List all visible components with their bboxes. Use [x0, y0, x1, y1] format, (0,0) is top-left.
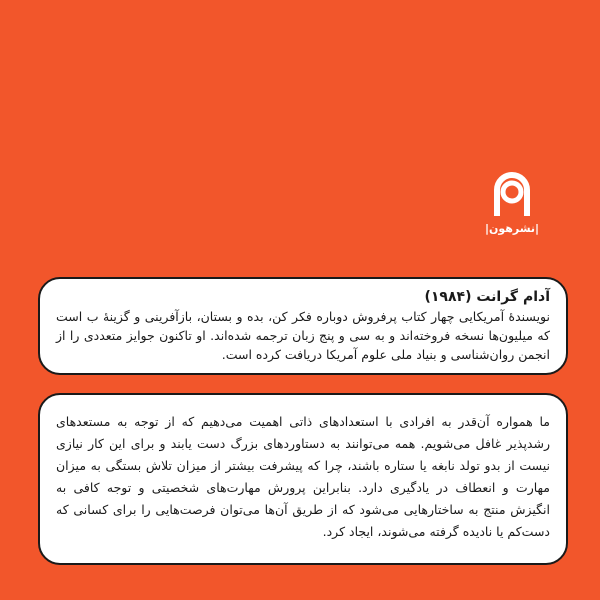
author-bio-card — [38, 277, 568, 375]
quote-card — [38, 393, 568, 565]
quote-text: ما همواره آن‌قدر به افرادی با استعدادهای ذاتی اهمیت می‌دهیم که از توجه به مستعدهای رشدپذیر غافل می‌شویم. همه می‌توانند به دستاوردهای بزرگ دست یابند و برای این کار نیازی نیست از بدو تولد نابغه یا ستاره باشند، چرا که پیشرفت بیشتر از میزان تلاش بستگی به میزان مهارت و انعطاف در یادگیری دارد. بنابراین پرورش مهارت‌های شخصیتی و توجه کافی به انگیزش منتج به ساختارهایی می‌شود که از طریق آن‌ها می‌توان فرصت‌هایی را برای کسانی که دست‌کم یا نادیده گرفته می‌شوند، ایجاد کرد. — [56, 414, 550, 539]
brand-logo-text: |نشرهون| — [484, 222, 540, 235]
brand-logo — [481, 168, 543, 235]
author-name-heading: آدام گرانت (۱۹۸۴) — [424, 289, 550, 305]
author-bio-text: نویسندهٔ آمریکایی چهار کتاب پرفروش دوباره فکر کن، بده و بستان، بازآفرینی و گزینهٔ ب است که میلیون‌ها نسخه فروخته‌اند و به سی و پنج زبان ترجمه شده‌اند. او تاکنون جوایز متعددی را از انجمن روان‌شناسی و بنیاد ملی علوم آمریکا دریافت کرده است. — [56, 309, 550, 362]
nashr-logo-icon — [492, 168, 532, 218]
